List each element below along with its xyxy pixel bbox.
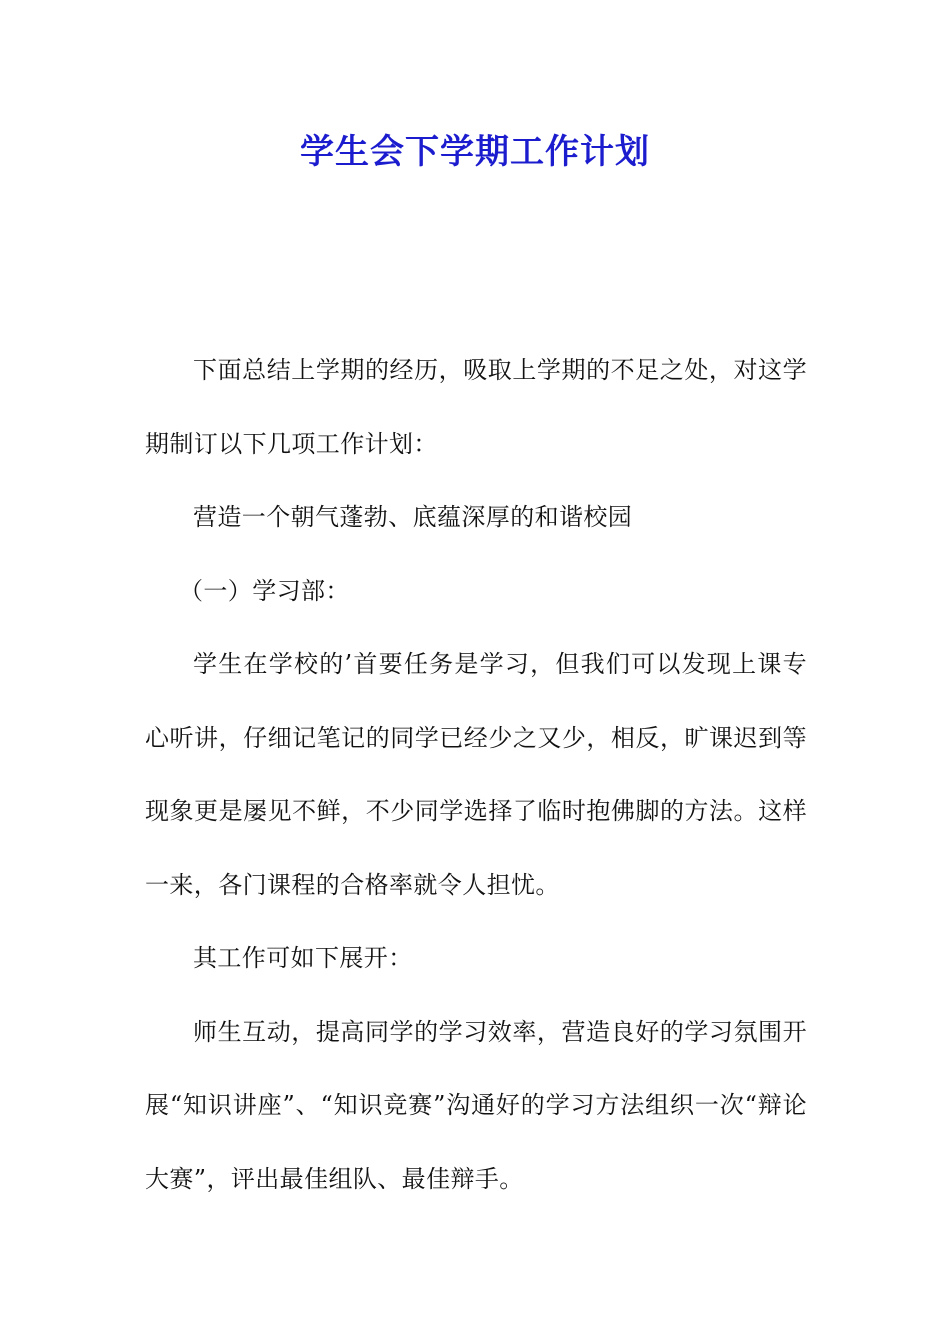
paragraph-intro: 下面总结上学期的经历，吸取上学期的不足之处，对这学期制订以下几项工作计划： [145,356,807,458]
paragraph-work-plan-detail: 师生互动，提高同学的学习效率，营造良好的学习氛围开展“知识讲座”、“知识竞赛”沟通好的学习方法组织一次“辩论大赛”，评出最佳组队、最佳辩手。 [145,1017,807,1193]
paragraph-work-plan-lead: 其工作可如下展开： [193,944,413,972]
section-heading-study-dept: （一）学习部： [179,576,350,605]
document-title: 学生会下学期工作计划 [300,132,650,172]
document-body [145,334,807,1216]
paragraph-study-problem: 学生在学校的’首要任务是学习，但我们可以发现上课专心听讲，仔细记笔记的同学已经少之又少，相反，旷课迟到等现象更是屡见不鲜，不少同学选择了临时抱佛脚的方法。这样一来，各门课程的合格率就令人担忧。 [145,650,807,899]
paragraph-goal: 营造一个朝气蓬勃、底蕴深厚的和谐校园 [193,503,633,531]
